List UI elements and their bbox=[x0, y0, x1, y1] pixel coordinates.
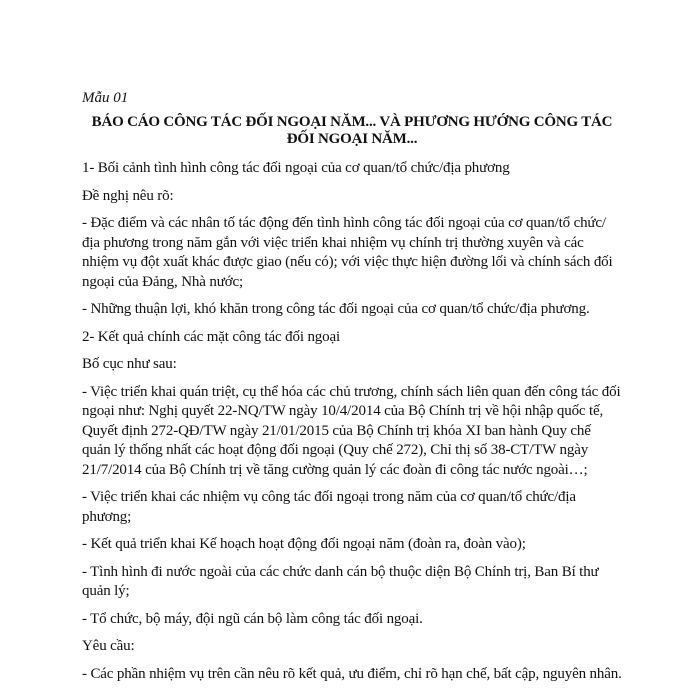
bullet-paragraph: - Các phần nhiệm vụ trên cần nêu rõ kết quả, ưu điểm, chỉ rõ hạn chế, bất cập, nguyên nhân. bbox=[82, 665, 622, 682]
document-page bbox=[82, 88, 622, 692]
bullet-paragraph: - Việc triển khai các nhiệm vụ công tác đối ngoại trong năm của cơ quan/tổ chức/địa phương; bbox=[82, 489, 576, 525]
section-heading-context: 1- Bối cảnh tình hình công tác đối ngoại của cơ quan/tổ chức/địa phương bbox=[82, 160, 510, 176]
bullet-paragraph: - Tình hình đi nước ngoài của các chức danh cán bộ thuộc diện Bộ Chính trị, Ban Bí thư quản lý; bbox=[82, 563, 599, 599]
bullet-paragraph: - Kết quả triển khai Kế hoạch hoạt động đối ngoại năm (đoàn ra, đoàn vào); bbox=[82, 536, 526, 552]
bullet-paragraph: - Những thuận lợi, khó khăn trong công tác đối ngoại của cơ quan/tổ chức/địa phương. bbox=[82, 301, 590, 317]
requirements-label: Yêu cầu: bbox=[82, 638, 135, 654]
section-heading-results: 2- Kết quả chính các mặt công tác đối ngoại bbox=[82, 328, 341, 345]
form-number: Mẫu 01 bbox=[82, 90, 129, 106]
instruction-label: Đề nghị nêu rõ: bbox=[82, 187, 174, 204]
bullet-paragraph: - Việc triển khai quán triệt, cụ thể hóa các chủ trương, chính sách liên quan đến công tác đối ngoại như: Nghị quyết 22-NQ/TW ngày 10/4/2014 của Bộ Chính trị về hội nhập quốc tế, Quyết định 272-QĐ/TW ngày 21/01/2015 của Bộ Chính trị khóa XI ban hành Quy chế quản lý thống nhất các hoạt động đối ngoại (Quy chế 272), Chỉ thị số 38-CT/TW ngày 21/7/2014 của Bộ Chính trị về tăng cường quản lý các đoàn đi công tác nước ngoài…; bbox=[82, 383, 621, 478]
bullet-paragraph: - Tổ chức, bộ máy, đội ngũ cán bộ làm công tác đối ngoại. bbox=[82, 610, 423, 627]
document-title: BÁO CÁO CÔNG TÁC ĐỐI NGOẠI NĂM... VÀ PHƯƠNG HƯỚNG CÔNG TÁC ĐỐI NGOẠI NĂM... bbox=[91, 114, 613, 147]
layout-label: Bố cục như sau: bbox=[82, 356, 177, 372]
bullet-paragraph: - Đặc điểm và các nhân tố tác động đến tình hình công tác đối ngoại của cơ quan/tổ chức/địa phương trong năm gắn với việc triển khai nhiệm vụ chính trị thường xuyên và các nhiệm vụ đột xuất khác được giao (nếu có); với việc thực hiện đường lối và chính sách đối ngoại của Đảng, Nhà nước; bbox=[82, 215, 613, 290]
